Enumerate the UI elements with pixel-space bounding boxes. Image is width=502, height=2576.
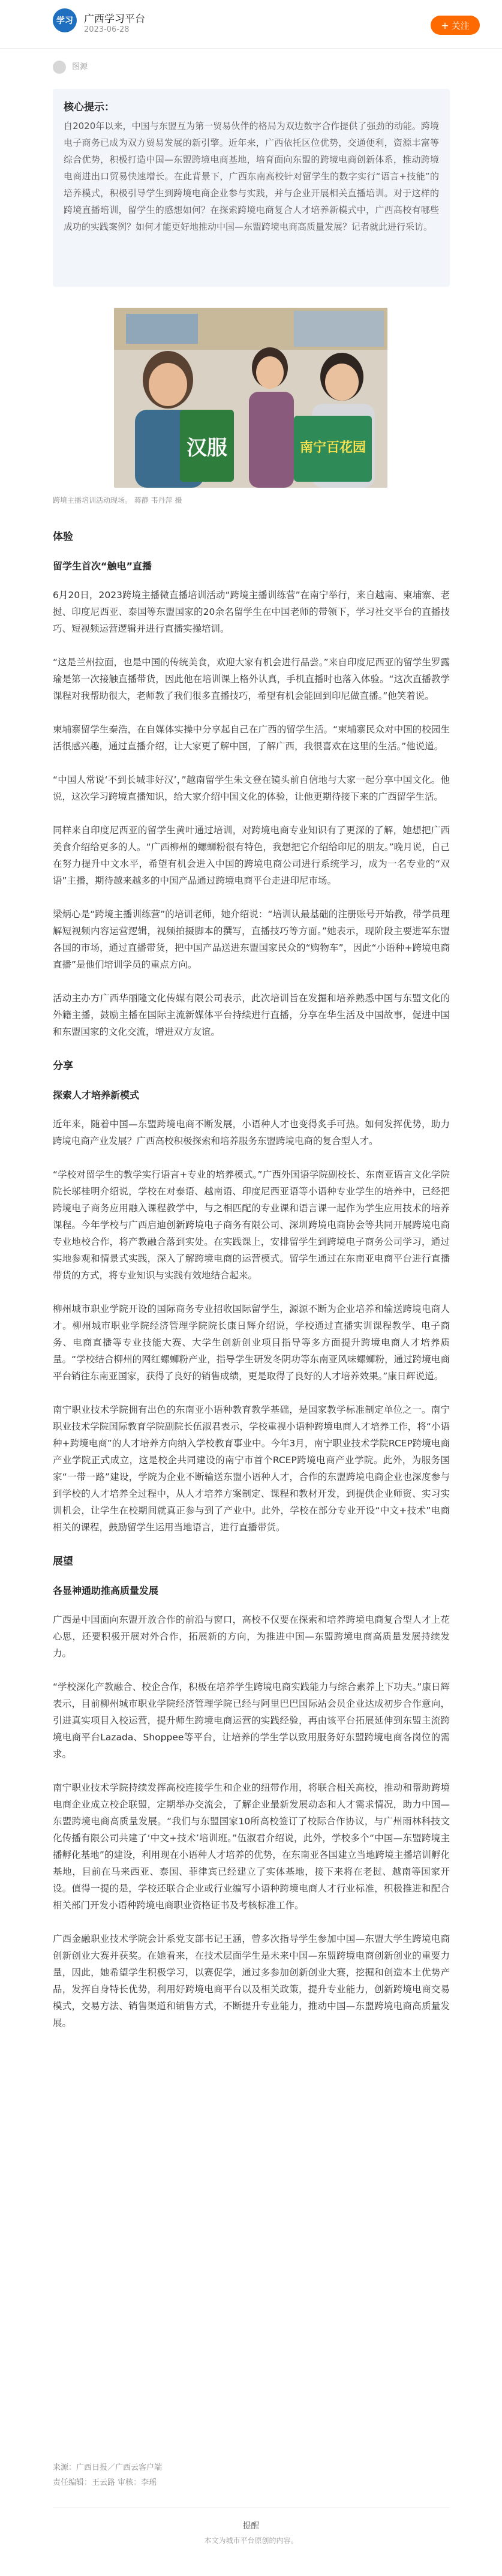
- section-heading: 展望: [53, 1556, 73, 1568]
- notice-text: 本文为城市平台原创的内容。: [204, 2536, 298, 2545]
- paragraph: 南宁职业技术学院拥有出色的东南亚小语种教育教学基础，是国家教学标准制定单位之一。南宁职业技术学院国际教育学院副院长伍淑君表示，学校重视小语种跨境电商人才培养工作，将“小语种+跨境电商”的人才培养方向纳入学校教育事业中。今年3月，南宁职业技术学院RCEP跨境电商产业学院正式成立，这是校企共同建设的南宁市首个RCEP跨境电商产业学院。此外，为服务国家“一带一路”建设，学院为企业不断输送东盟小语种人才，合作的东盟跨境电商企业也深度参与到学校的人才培养全过程中，从人才培养方案制定、课程和教材开发，到提供企业师资、实习实训机会，让学生在校期间就真正参与到了产业中。此外，学校在部分专业开设“中文+技术”电商相关的课程，鼓励留学生运用当地语言，进行直播带货。: [53, 1404, 450, 1533]
- notice-title: 提醒: [242, 2521, 260, 2531]
- paragraph: “中国人常说‘不到长城非好汉’，”越南留学生朱文登在镜头前自信地与大家一起分享中国文化。他说，这次学习跨境直播知识，给大家介绍中国文化的体验，让他更期待接下来的广西留学生活。: [53, 774, 450, 802]
- article-source: [53, 2461, 162, 2487]
- source-extra: 责任编辑：王云路 审核：李瑶: [53, 2478, 157, 2487]
- photo-illustration: [114, 308, 387, 488]
- paragraph: “这是兰州拉面，也是中国的传统美食，欢迎大家有机会进行品尝。”来自印度尼西亚的留学生罗露瑜是第一次接触直播带货，因此他在培训课上格外认真，手机直播时也落入体验。“这次直播教学课程对我帮助很大，老师教了我们很多直播技巧，希望有机会能回到印尼做直播。”他笑着说。: [53, 657, 450, 701]
- publish-date: 2023-06-28: [84, 25, 130, 34]
- author-label: 图源: [72, 62, 88, 71]
- source-text: 来源：广西日报／广西云客户端: [53, 2463, 163, 2472]
- article-body: [53, 528, 450, 2048]
- paragraph: “学校深化产教融合、校企合作，积极在培养学生跨境电商实践能力与综合素养上下功夫。”康日辉表示，目前柳州城市职业学院经济管理学院已经与阿里巴巴国际站会员企业达成初步合作意向，引进真实项目入校运营，提升师生跨境电商运营的实践经验，再由该平台拓展延伸到东盟主流跨境电商平台Lazada、Shoppee等平台，让培养的学生学以致用服务好东盟跨境电商各岗位的需求。: [53, 1682, 450, 1760]
- paragraph: 广西是中国面向东盟开放合作的前沿与窗口，高校不仅要在探索和培养跨境电商复合型人才上花心思，还要积极开展对外合作，拓展新的方向，为推进中国—东盟跨境电商高质量发展持续发力。: [53, 1614, 450, 1659]
- section-subheading: 探索人才培养新模式: [53, 1089, 140, 1101]
- paragraph: 6月20日，2023跨境主播微直播培训活动“跨境主播训练营”在南宁举行，来自越南、柬埔寨、老挝、印度尼西亚、泰国等东盟国家的20余名留学生在中国老师的带领下，学习社交平台的直播技巧、短视频运营逻辑并进行直播实操培训。: [53, 590, 450, 634]
- paragraph: 近年来，随着中国—东盟跨境电商不断发展，小语种人才也变得炙手可热。如何发挥优势，助力跨境电商产业发展？广西高校积极探索和培养服务东盟跨境电商的复合型人才。: [53, 1119, 450, 1146]
- photo-caption: 跨境主播培训活动现场。 蒋静 韦丹萍 摄: [53, 496, 182, 505]
- summary-text: 自2020年以来，中国与东盟互为第一贸易伙伴的格局为双边数字合作提供了强劲的动能。跨境电子商务已成为双方贸易发展的新引擎。近年来，广西依托区位优势，交通便利，资源丰富等综合优势，积极打造中国—东盟跨境电商基地，培育面向东盟的跨境电商创新体系，推动跨境电商进出口贸易快速增长。在此背景下，广西东南高校针对留学生的数字实行“语言+技能”的培养模式，积极引导学生到跨境电商企业参与实践，并与企业开展相关直播培训。对于这样的跨境直播培训，留学生的感想如何？在探索跨境电商复合人才培养新模式中，广西高校有哪些成功的实践案例？如何才能更好地推动中国—东盟跨境电商高质量发展？记者就此进行采访。: [64, 121, 439, 232]
- account-logo[interactable]: [53, 8, 77, 32]
- paragraph: “学校对留学生的教学实行语言+专业的培养模式。”广西外国语学院副校长、东南亚语言文化学院院长邬桂明介绍说，学校在对泰语、越南语、印度尼西亚语等小语种专业学生的培养中，已经把跨境电子商务应用融入课程教学中，与之相匹配的专业课和语言课一起作为学生应用技术的培养课程。今年学校与广西启迪创新跨境电子商务有限公司、深圳跨境电商协会等共同开展跨境电商专业地校合作，将产教融合落到实处。在实践课上，安排留学生到跨境电子商务公司学习，通过实地参观和情景式实践，深入了解跨境电商的运营模式。留学生通过在东南亚电商平台进行直播带货的方式，将专业知识与实践有效地结合起来。: [53, 1169, 450, 1281]
- article-meta: [53, 60, 88, 74]
- banner-left-text: 汉服: [187, 436, 227, 460]
- paragraph: 活动主办方广西华丽隆文化传媒有限公司表示，此次培训旨在发掘和培养熟悉中国与东盟文化的外籍主播，鼓励主播在国际主流新媒体平台持续进行直播，分享在华生活及中国故事，促进中国和东盟国家的文化交流，增进双方友谊。: [53, 993, 450, 1037]
- plus-icon: +: [441, 19, 449, 31]
- follow-label: 关注: [451, 20, 470, 31]
- article-header: [0, 0, 502, 49]
- paragraph: 梁炳心是“跨境主播训练营”的培训老师，她介绍说：“培训认最基础的注册账号开始教，带学员理解短视频内容运营逻辑，视频拍摄脚本的撰写，直播技巧等方面。”她表示，现阶段主要进军东盟各国的市场，通过直播带货，把中国产品送进东盟国家民众的“购物车”，因此“小语种+跨境电商直播”是他们培训学员的重点方向。: [53, 909, 450, 970]
- author-avatar: [53, 61, 66, 74]
- follow-button[interactable]: [431, 16, 480, 35]
- section-subheading: 留学生首次“触电”直播: [53, 560, 152, 572]
- article-photo[interactable]: [114, 308, 387, 488]
- account-logo-text: 学习: [56, 16, 73, 26]
- paragraph: 柬埔寨留学生秦浩，在自媒体实操中分享起自己在广西的留学生活。“柬埔寨民众对中国的校园生活很感兴趣，通过直播介绍，让大家更了解中国，了解广西，我很喜欢在这里的生活。”他说道。: [53, 724, 450, 752]
- account-name[interactable]: 广西学习平台: [84, 13, 145, 25]
- summary-title: 核心提示：: [64, 101, 115, 113]
- paragraph: 南宁职业技术学院持续发挥高校连接学生和企业的纽带作用，将联合相关高校，推动和帮助跨境电商企业成立校企联盟，定期举办交流会，了解企业最新发展动态和人才需求情况，助力中国—东盟跨境电商高质量发展。“我们与东盟国家10所高校签订了校际合作协议，与广州雨林科技文化传播有限公司共建了‘中文+技术’培训班。”伍淑君介绍说，此外，学校多个“中国—东盟跨境主播孵化基地”的建设，利用现在小语种人才培养的优势，在东南亚各国建立当地跨境主播培训孵化基地，目前在马来西亚、泰国、菲律宾已经建立了实体基地，接下来将在老挝、越南等国家开设。值得一提的是，学校还联合企业或行业编写小语种跨境电商人才行业标准，积极推进和配合相关部门开发小语种跨境电商职业资格证书及考核标准工作。: [53, 1782, 450, 1911]
- section-subheading: 各显神通助推高质量发展: [53, 1585, 159, 1596]
- copyright-notice: [0, 2520, 502, 2545]
- paragraph: 广西金融职业技术学院会计系党支部书记王涵，曾多次指导学生参加中国—东盟大学生跨境电商创新创业大赛并获奖。在她看来，在技术层面学生是未来中国—东盟跨境电商创新创业的重要力量，因此，她希望学生积极学习，以赛促学，通过多参加创新创业大赛，挖掘和创造本土优势产品，发挥自身特长优势，利用好跨境电商平台以及相关政策，提升专业能力，创新跨境电商交易模式，交易方法、销售渠道和销售方式，不断提升专业能力，推动中国—东盟跨境电商高质量发展。: [53, 1933, 450, 2028]
- section-heading: 体验: [53, 531, 73, 543]
- banner-right-text: 南宁百花园: [299, 440, 366, 455]
- section-heading: 分享: [53, 1060, 73, 1072]
- paragraph: 同样来自印度尼西亚的留学生黄叶通过培训，对跨境电商专业知识有了更深的了解，她想把广西美食介绍给更多的人。“广西柳州的螺蛳粉很有特色，我想把它介绍给印尼的朋友。”晚月说，自己在努力提升中文水平，希望有机会进入中国的跨境电商公司进行系统学习，成为一名专业的“双语”主播，期待越来越多的中国产品通过跨境电商平台走进印尼市场。: [53, 825, 450, 886]
- paragraph: 柳州城市职业学院开设的国际商务专业招收国际留学生，源源不断为企业培养和输送跨境电商人才。柳州城市职业学院经济管理学院院长康日辉介绍说，学校通过直播实训课程教学、电子商务、电商直播等专业技能大赛、大学生创新创业项目指导等多方面提升跨境电商人才培养质量。“学校结合柳州的网红螺蛳粉产业，指导学生研发冬阴功等东南亚风味螺蛳粉，通过跨境电商平台销往东南亚国家，获得了良好的销售成绩，更是取得了良好的人才培养效果。”康日辉说道。: [53, 1304, 450, 1382]
